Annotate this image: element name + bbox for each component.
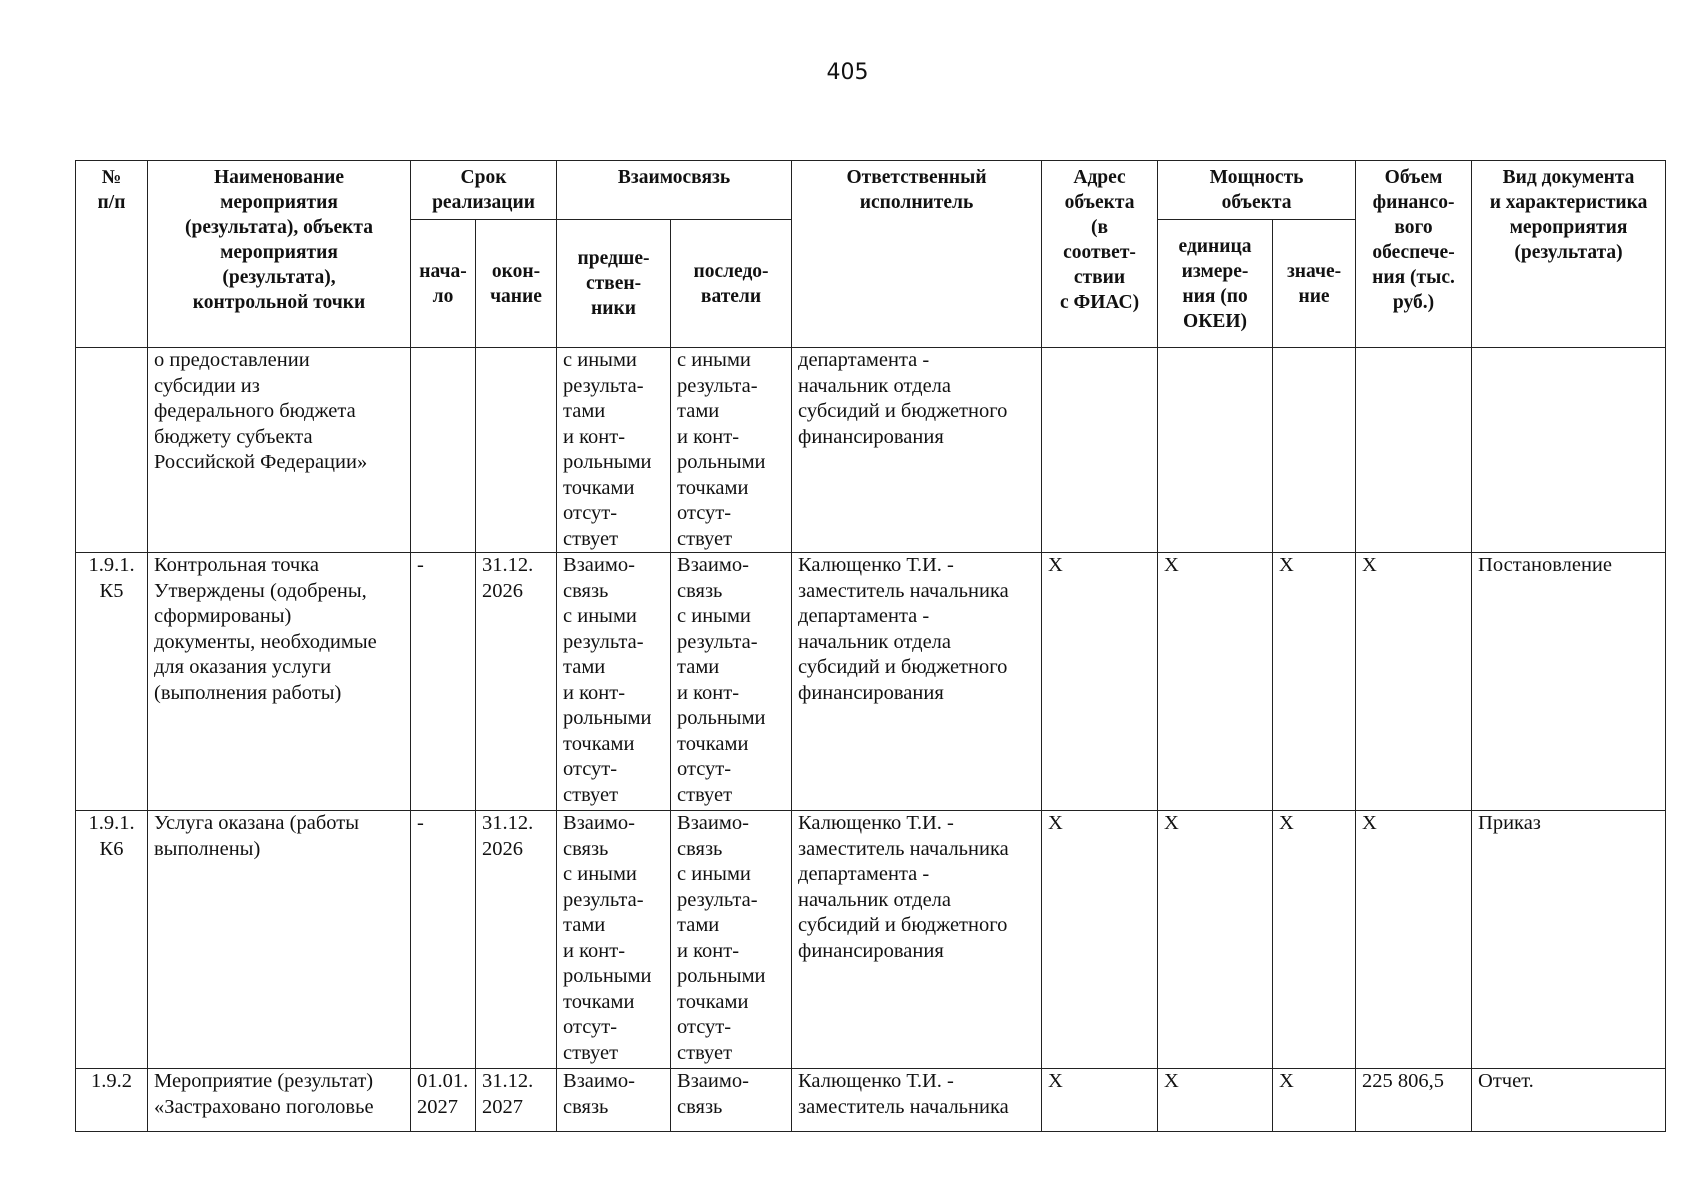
cell-end: 31.12. 2027: [476, 1069, 557, 1132]
cell-prev: с иными результа- тами и конт- рольными точками отсут- ствует: [557, 348, 671, 553]
cell-start: 01.01. 2027: [411, 1069, 476, 1132]
header-capacity-unit: единица измере- ния (по ОКЕИ): [1158, 220, 1273, 348]
header-name: Наименование мероприятия (результата), объекта мероприятия (результата), контрольной точки: [148, 161, 411, 348]
cell-next: Взаимо- связь с иными результа- тами и конт- рольными точками отсут- ствует: [671, 553, 792, 811]
cell-value: X: [1273, 811, 1356, 1069]
cell-finance: [1356, 348, 1472, 553]
cell-address: [1042, 348, 1158, 553]
cell-finance: X: [1356, 811, 1472, 1069]
table-row: [76, 348, 1666, 553]
header-num: № п/п: [76, 161, 148, 348]
cell-responsible: Калющенко Т.И. - заместитель начальника департамента - начальник отдела субсидий и бюджетного финансирования: [792, 553, 1042, 811]
cell-num: 1.9.1. К6: [76, 811, 148, 1069]
cell-next: с иными результа- тами и конт- рольными точками отсут- ствует: [671, 348, 792, 553]
cell-next: Взаимо- связь с иными результа- тами и конт- рольными точками отсут- ствует: [671, 811, 792, 1069]
cell-num: 1.9.2: [76, 1069, 148, 1132]
cell-unit: X: [1158, 553, 1273, 811]
header-doc-type: Вид документа и характеристика мероприятия (результата): [1472, 161, 1666, 348]
cell-num: 1.9.1. К5: [76, 553, 148, 811]
cell-address: X: [1042, 553, 1158, 811]
header-responsible: Ответственный исполнитель: [792, 161, 1042, 348]
cell-doc: Приказ: [1472, 811, 1666, 1069]
header-period-start: нача- ло: [411, 220, 476, 348]
header-capacity: Мощность объекта: [1158, 161, 1356, 220]
cell-doc: Отчет.: [1472, 1069, 1666, 1132]
cell-prev: Взаимо- связь: [557, 1069, 671, 1132]
cell-finance: 225 806,5: [1356, 1069, 1472, 1132]
header-capacity-value: значе- ние: [1273, 220, 1356, 348]
header-relation-prev: предше- ствен- ники: [557, 220, 671, 348]
cell-address: X: [1042, 1069, 1158, 1132]
header-address: Адрес объекта (в соответ- ствии с ФИАС): [1042, 161, 1158, 348]
cell-start: [411, 348, 476, 553]
cell-prev: Взаимо- связь с иными результа- тами и конт- рольными точками отсут- ствует: [557, 553, 671, 811]
cell-start: -: [411, 553, 476, 811]
cell-next: Взаимо- связь: [671, 1069, 792, 1132]
header-row-top: [76, 161, 1666, 220]
table-row: [76, 811, 1666, 1069]
cell-end: 31.12. 2026: [476, 553, 557, 811]
cell-doc: [1472, 348, 1666, 553]
cell-responsible: Калющенко Т.И. - заместитель начальника: [792, 1069, 1042, 1132]
table-row: [76, 1069, 1666, 1132]
header-finance: Объем финансо- вого обеспече- ния (тыс. руб.): [1356, 161, 1472, 348]
cell-prev: Взаимо- связь с иными результа- тами и конт- рольными точками отсут- ствует: [557, 811, 671, 1069]
cell-unit: [1158, 348, 1273, 553]
header-relation-next: последо- ватели: [671, 220, 792, 348]
cell-responsible: Калющенко Т.И. - заместитель начальника департамента - начальник отдела субсидий и бюджетного финансирования: [792, 811, 1042, 1069]
plan-table: [75, 160, 1666, 1132]
cell-responsible: департамента - начальник отдела субсидий и бюджетного финансирования: [792, 348, 1042, 553]
cell-doc: Постановление: [1472, 553, 1666, 811]
cell-value: [1273, 348, 1356, 553]
cell-name: Услуга оказана (работы выполнены): [148, 811, 411, 1069]
cell-unit: X: [1158, 1069, 1273, 1132]
header-period: Срок реализации: [411, 161, 557, 220]
cell-value: X: [1273, 1069, 1356, 1132]
cell-address: X: [1042, 811, 1158, 1069]
header-relation: Взаимосвязь: [557, 161, 792, 220]
header-period-end: окон- чание: [476, 220, 557, 348]
cell-start: -: [411, 811, 476, 1069]
cell-end: [476, 348, 557, 553]
cell-name: о предоставлении субсидии из федерального бюджета бюджету субъекта Российской Федерации»: [148, 348, 411, 553]
cell-name: Контрольная точка Утверждены (одобрены, сформированы) документы, необходимые для оказания услуги (выполнения работы): [148, 553, 411, 811]
table-row: [76, 553, 1666, 811]
cell-num: [76, 348, 148, 553]
cell-end: 31.12. 2026: [476, 811, 557, 1069]
cell-name: Мероприятие (результат) «Застраховано поголовье: [148, 1069, 411, 1132]
cell-value: X: [1273, 553, 1356, 811]
cell-unit: X: [1158, 811, 1273, 1069]
cell-finance: X: [1356, 553, 1472, 811]
page-number: 405: [826, 60, 869, 85]
